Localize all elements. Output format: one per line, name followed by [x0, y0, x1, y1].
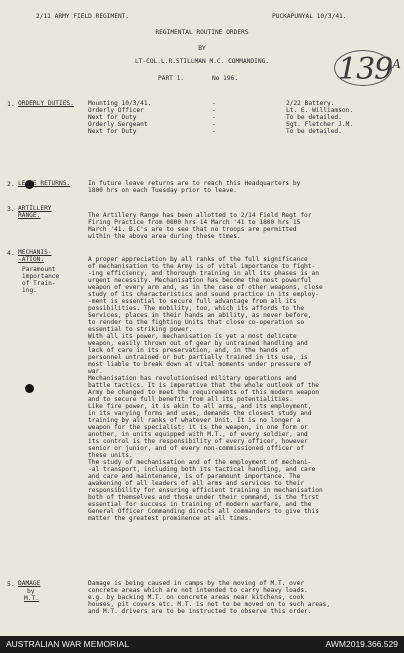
duty-dash: -: [212, 121, 216, 128]
duty-label: Next for Duty: [88, 128, 137, 135]
mechanisation-text-line: personnel untrained or but partially trained in its use, is: [88, 354, 308, 361]
damage-text-line: and M.T. drivers are to be instructed to observe this order.: [88, 608, 312, 615]
damage-text-line: e.g. by backing M.T. on concrete areas near kitchens, cook: [88, 594, 305, 601]
mechanisation-text-line: to render to the fighting Units that close co-operation so: [88, 319, 305, 326]
duty-dash: -: [212, 107, 216, 114]
footer-accession: AWM2019.366.529: [325, 639, 398, 649]
duty-label: Orderly Officer: [88, 107, 144, 114]
side-note-line: Paramount: [22, 266, 56, 273]
mechanisation-text-line: its control is the responsibility of every officer, however: [88, 438, 308, 445]
mechanisation-text-line: matter the greatest prominence at all times.: [88, 515, 252, 522]
mechanisation-text-line: Like fire power, it is akin to all arms, and its employment,: [88, 403, 312, 410]
section-5-heading-3: M.T.: [24, 595, 39, 602]
side-note-line: of Train-: [22, 280, 56, 287]
mechanisation-text-line: The study of mechanisation and of the employment of mechani-: [88, 459, 312, 466]
mechanisation-text-line: essential to striking power.: [88, 326, 193, 333]
artillery-text-line: The Artillery Range has been allotted to 2/14 Field Regt for: [88, 212, 312, 219]
mechanisation-text-line: most liable to break down at vital moments under pressure of: [88, 361, 312, 368]
unit-name: 2/11 ARMY FIELD REGIMENT.: [36, 13, 130, 20]
artillery-text-line: within the above area during these times.: [88, 233, 241, 240]
archive-footer: [0, 636, 404, 653]
duty-value: Sgt. Fletcher J.M.: [286, 121, 354, 128]
mechanisation-text-line: weapon for the specialist; it is the weapon, in one form or: [88, 424, 308, 431]
mechanisation-text-line: and to secure full benefit from all its potentialities.: [88, 396, 293, 403]
leave-text-line: 1800 hrs on each Tuesday prior to leave.: [88, 187, 238, 194]
mechanisation-text-line: possibilities. The mobility, too, which its affords to the: [88, 305, 305, 312]
section-4-number: 4.: [7, 249, 15, 257]
section-5-heading-2: by: [27, 588, 35, 595]
part-label: PART 1.: [158, 75, 185, 82]
mechanisation-text-line: another, in units equipped with M.T., of every soldier, and: [88, 431, 308, 438]
mechanisation-text-line: training by all ranks of whatever Unit. It is no longer a: [88, 417, 301, 424]
duty-value: To be detailed.: [286, 114, 342, 121]
section-4-heading: MECHANIS-: [18, 249, 52, 256]
duty-value: Lt. E. Williamson.: [286, 107, 354, 114]
footer-institution: AUSTRALIAN WAR MEMORIAL: [6, 639, 129, 649]
section-2-heading: LEAVE RETURNS.: [18, 180, 71, 187]
section-5-number: 5.: [7, 580, 15, 588]
handwritten-circle: [334, 50, 392, 86]
duty-label: Mounting 10/3/41.: [88, 100, 152, 107]
duty-dash: -: [212, 128, 216, 135]
mechanisation-text-line: weapon of every arm and, as in the case of other weapons, close: [88, 284, 323, 291]
orders-title: REGIMENTAL ROUTINE ORDERS: [155, 29, 249, 36]
order-number: No 196.: [212, 75, 239, 82]
section-5-heading: DAMAGE: [18, 580, 41, 587]
section-2-text: [88, 180, 388, 194]
orders-by: BY: [198, 45, 206, 52]
mechanisation-text-line: study of its characteristics and sound practice in its employ-: [88, 291, 319, 298]
mechanisation-text-line: these units.: [88, 452, 133, 459]
section-4-heading-2: -ATION.: [18, 256, 45, 263]
mechanisation-text-line: war.: [88, 368, 103, 375]
damage-text-line: Damage is being caused in camps by the moving of M.T. over: [88, 580, 305, 587]
artillery-text-line: March '41. B.C's are to see that no troops are permitted: [88, 226, 297, 233]
mechanisation-text-line: awakening of all leaders of all arms and services to their: [88, 480, 305, 487]
handwritten-number: $139^A$: [338, 52, 400, 87]
section-3-heading: ARTILLERY: [18, 205, 52, 212]
mechanisation-text-line: of mechanisation to the Army is of vital importance to fight-: [88, 263, 316, 270]
mechanisation-text-line: With all its power, mechanisation is yet a most delicate: [88, 333, 297, 340]
mechanisation-text-line: lack of care in its preservation, and, in the hands of: [88, 347, 290, 354]
mechanisation-text-line: -ment is essential to secure full advantage from all its: [88, 298, 297, 305]
mechanisation-text-line: in its varying forms and uses, demands the closest study and: [88, 410, 312, 417]
mechanisation-text-line: urgent necessity. Mechanisation has become the most powerful: [88, 277, 312, 284]
mechanisation-text-line: Mechanisation has revolutionised military operations and: [88, 375, 297, 382]
section-3-text: [88, 212, 388, 240]
section-3-heading-2: RANGE.: [18, 212, 41, 219]
mechanisation-text-line: -al transport, including both its tactical handling, and care: [88, 466, 316, 473]
mechanisation-text-line: weapon, easily thrown out of gear by untrained handling and: [88, 340, 308, 347]
mechanisation-text-line: both of themselves and those under their command, is the first: [88, 494, 319, 501]
side-note-line: importance: [22, 273, 60, 280]
duty-value: 2/22 Battery.: [286, 100, 335, 107]
damage-text-line: houses, pit covers etc. M.T. is not to be moved on to such areas,: [88, 601, 331, 608]
section-4-text: [88, 256, 388, 522]
mechanisation-text-line: -ing efficiency, and thorough training in all its phases is an: [88, 270, 319, 277]
side-note-line: ing.: [22, 287, 37, 294]
duty-label: Orderly Sergeant: [88, 121, 148, 128]
duty-value: To be detailed.: [286, 128, 342, 135]
damage-text-line: concrete areas which are not intended to carry heavy loads.: [88, 587, 308, 594]
mechanisation-text-line: Army be changed to meet the requirements of this modern weapon: [88, 389, 319, 396]
mechanisation-text-line: essential for success in training of modern warfare, and the: [88, 501, 312, 508]
leave-text-line: In future leave returns are to reach this Headquarters by: [88, 180, 301, 187]
mechanisation-text-line: and care and maintenance, is of paramount importance. The: [88, 473, 301, 480]
section-1-heading: ORDERLY DUTIES.: [18, 100, 74, 107]
mechanisation-text-line: Services, places in their hands an ability, as never before,: [88, 312, 312, 319]
section-4-side-note: [22, 266, 59, 294]
mechanisation-text-line: General Officer Commanding directs all commanders to give this: [88, 508, 319, 515]
mechanisation-text-line: senior or junior, and of every non-commissioned officer of: [88, 445, 305, 452]
mechanisation-text-line: battle tactics. It is imperative that the whole outlook of the: [88, 382, 319, 389]
mechanisation-text-line: A proper appreciation by all ranks of the full significance: [88, 256, 308, 263]
commander: LT-COL.L.R.STILLMAN M.C. COMMANDING.: [134, 58, 270, 65]
punch-hole-bottom: [25, 384, 34, 393]
section-1-number: 1.: [7, 100, 15, 108]
section-2-number: 2.: [7, 180, 15, 188]
duty-dash: -: [212, 114, 216, 121]
mechanisation-text-line: responsibility for ensuring efficient training in mechanisation: [88, 487, 323, 494]
section-5-text: [88, 580, 388, 615]
duty-dash: -: [212, 100, 216, 107]
section-3-number: 3.: [7, 205, 15, 213]
place-date: PUCKAPUNYAL 10/3/41.: [272, 13, 347, 20]
artillery-text-line: Firing Practice from 0800 hrs 14 March '41 to 1800 hrs 15: [88, 219, 301, 226]
duty-label: Next for Duty: [88, 114, 137, 121]
